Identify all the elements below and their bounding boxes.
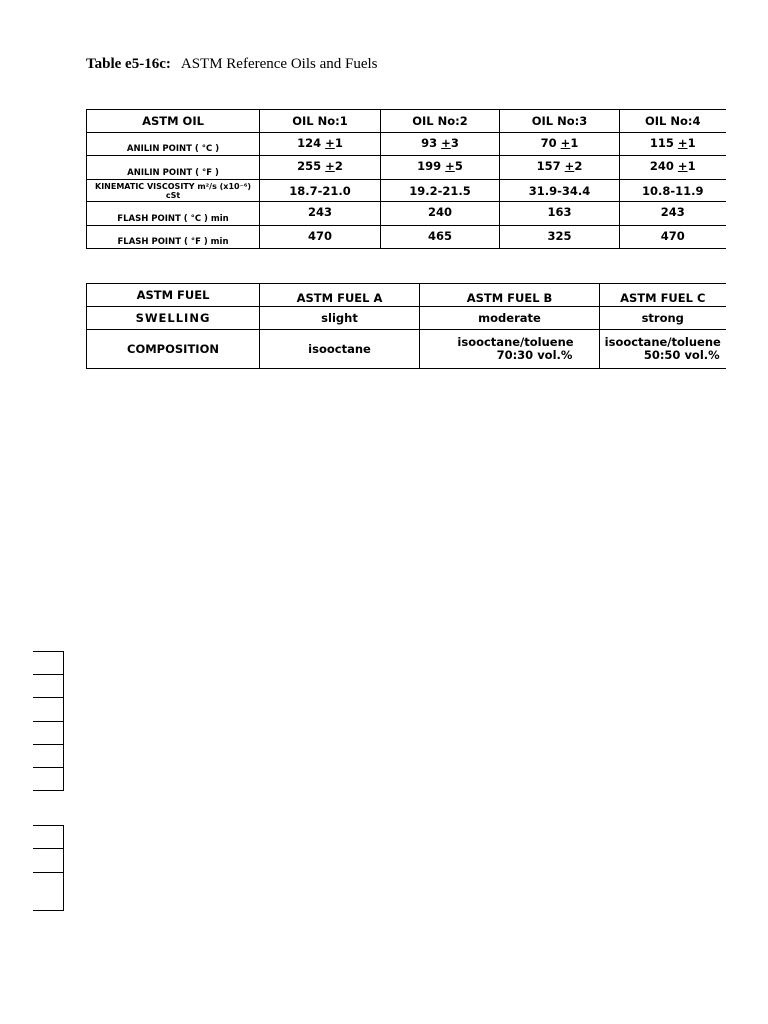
col-header-oil-3: OIL No:3 — [500, 110, 620, 133]
table-cell: slight — [260, 307, 420, 330]
table-cell: 240 — [381, 202, 500, 226]
partial-table-stub — [33, 651, 64, 791]
row-label-kinematic-viscosity: KINEMATIC VISCOSITY m²/s (x10⁻⁶) cSt — [87, 180, 260, 202]
table-cell: 199 +5 — [381, 156, 500, 180]
table-caption — [86, 56, 378, 73]
astm-fuels-table — [86, 283, 726, 369]
table-cell: 124 +1 — [260, 133, 381, 156]
table-cell: 255 +2 — [260, 156, 381, 180]
row-label-swelling: SWELLING — [87, 307, 260, 330]
partial-table-stub — [33, 825, 64, 911]
table-cell: moderate — [420, 307, 600, 330]
col-header-oil-4: OIL No:4 — [620, 110, 726, 133]
col-header-astm-fuel: ASTM FUEL — [87, 284, 260, 307]
col-header-oil-1: OIL No:1 — [260, 110, 381, 133]
col-header-fuel-a: ASTM FUEL A — [260, 284, 420, 307]
table-cell: 243 — [620, 202, 726, 226]
table-cell: 240 +1 — [620, 156, 726, 180]
table-cell: 115 +1 — [620, 133, 726, 156]
table-cell: 157 +2 — [500, 156, 620, 180]
table-row — [87, 133, 726, 156]
caption-title: ASTM Reference Oils and Fuels — [180, 56, 378, 72]
table-cell: 19.2-21.5 — [381, 180, 500, 202]
table-cell: isooctane — [260, 330, 420, 369]
col-header-fuel-c: ASTM FUEL C — [600, 284, 726, 307]
table-cell: 163 — [500, 202, 620, 226]
table-cell: 470 — [260, 226, 381, 249]
table-cell: strong — [600, 307, 726, 330]
col-header-oil-2: OIL No:2 — [381, 110, 500, 133]
table-cell: 93 +3 — [381, 133, 500, 156]
col-header-fuel-b: ASTM FUEL B — [420, 284, 600, 307]
table-cell: 470 — [620, 226, 726, 249]
table-row — [87, 180, 726, 202]
table-row — [87, 307, 726, 330]
table-cell: 243 — [260, 202, 381, 226]
table-header-row — [87, 284, 726, 307]
row-label-flash-c: FLASH POINT ( °C ) min — [87, 202, 260, 226]
table-cell: isooctane/toluene 70:30 vol.% — [420, 330, 600, 369]
table-row — [87, 330, 726, 369]
table-cell: 70 +1 — [500, 133, 620, 156]
astm-oils-table — [86, 109, 726, 249]
row-label-anilin-f: ANILIN POINT ( °F ) — [87, 156, 260, 180]
table-cell: 325 — [500, 226, 620, 249]
table-cell: 31.9-34.4 — [500, 180, 620, 202]
table-cell: 10.8-11.9 — [620, 180, 726, 202]
table-row — [87, 156, 726, 180]
table-row — [87, 202, 726, 226]
table-cell: isooctane/toluene 50:50 vol.% — [600, 330, 726, 369]
row-label-anilin-c: ANILIN POINT ( °C ) — [87, 133, 260, 156]
table-row — [87, 226, 726, 249]
table-header-row — [87, 110, 726, 133]
table-cell: 18.7-21.0 — [260, 180, 381, 202]
caption-label: Table e5-16c: — [86, 56, 171, 72]
row-label-flash-f: FLASH POINT ( °F ) min — [87, 226, 260, 249]
col-header-astm-oil: ASTM OIL — [87, 110, 260, 133]
table-cell: 465 — [381, 226, 500, 249]
row-label-composition: COMPOSITION — [87, 330, 260, 369]
